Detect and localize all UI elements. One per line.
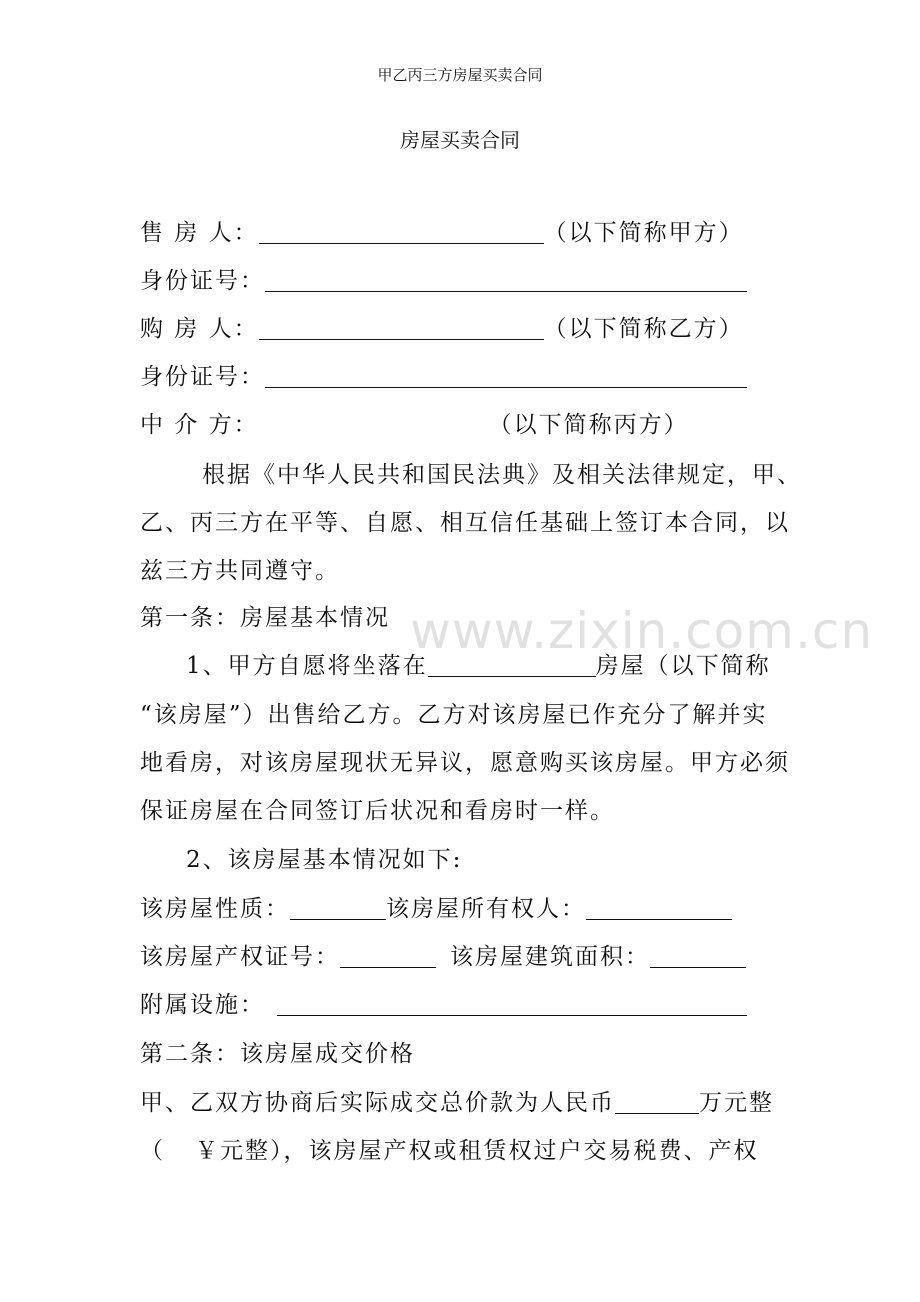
owner-blank	[586, 897, 732, 920]
facilities-row	[140, 990, 747, 1020]
article1-p1-line2: “该房屋”）出售给乙方。乙方对该房屋已作充分了解并实	[140, 702, 768, 728]
seller-suffix: （以下简称甲方）	[543, 220, 744, 246]
article2-line2-a: （	[140, 1138, 165, 1164]
facilities-blank	[277, 993, 747, 1016]
agent-row	[140, 410, 689, 440]
watermark: www.zixin.com.cn	[410, 602, 874, 660]
cert-label: 该房屋产权证号：	[140, 944, 340, 970]
seller-row	[140, 218, 744, 248]
article2-line2	[140, 1136, 759, 1166]
page-header: 甲乙丙三方房屋买卖合同	[377, 66, 543, 84]
buyer-label: 购 房 人：	[140, 316, 259, 342]
area-blank	[650, 945, 746, 968]
owner-label: 该房屋所有权人：	[386, 896, 586, 922]
buyer-id-blank	[265, 365, 747, 388]
area-label: 该房屋建筑面积：	[450, 944, 650, 970]
agent-suffix: （以下简称丙方）	[488, 412, 689, 438]
facilities-label: 附属设施：	[140, 992, 265, 1018]
nature-label: 该房屋性质：	[140, 896, 290, 922]
intro-line-1: 根据《中华人民共和国民法典》及相关法律规定，甲、	[202, 462, 802, 488]
buyer-row	[140, 314, 744, 344]
intro-line-3: 兹三方共同遵守。	[140, 558, 340, 584]
article1-p1-line3: 地看房，对该房屋现状无异议，愿意购买该房屋。甲方必须	[140, 750, 790, 776]
intro-line-2: 乙、丙三方在平等、自愿、相互信任基础上签订本合同，以	[140, 510, 790, 536]
seller-blank	[259, 221, 544, 244]
article1-heading: 第一条：房屋基本情况	[140, 605, 390, 631]
article2-heading: 第二条：该房屋成交价格	[140, 1041, 415, 1067]
article2-line1-a: 甲、乙双方协商后实际成交总价款为人民币	[140, 1090, 615, 1116]
agent-label: 中 介 方：	[140, 412, 259, 438]
buyer-id-row	[140, 362, 747, 392]
seller-id-label: 身份证号：	[140, 268, 265, 294]
seller-label: 售 房 人：	[140, 220, 259, 246]
seller-id-blank	[265, 269, 747, 292]
article1-p1-line4: 保证房屋在合同签订后状况和看房时一样。	[140, 798, 615, 824]
article2-line2-b: ￥元整），该房屋产权或租赁权过户交易税费、产权	[195, 1138, 759, 1164]
cert-area-row	[140, 942, 746, 972]
buyer-suffix: （以下简称乙方）	[543, 316, 744, 342]
price-blank	[615, 1091, 699, 1114]
cert-blank	[340, 945, 436, 968]
nature-owner-row	[140, 894, 732, 924]
article1-p2: 2、该房屋基本情况如下:	[186, 847, 463, 873]
article2-line1	[140, 1088, 774, 1118]
buyer-blank	[259, 317, 544, 340]
article2-line1-b: 万元整	[699, 1090, 774, 1116]
buyer-id-label: 身份证号：	[140, 364, 265, 390]
seller-id-row	[140, 266, 747, 296]
article1-p1-part-a: 1、甲方自愿将坐落在	[186, 653, 428, 679]
nature-blank	[290, 897, 386, 920]
document-title: 房屋买卖合同	[400, 128, 520, 152]
article1-p1-part-b: 房屋（以下简称	[595, 653, 771, 679]
